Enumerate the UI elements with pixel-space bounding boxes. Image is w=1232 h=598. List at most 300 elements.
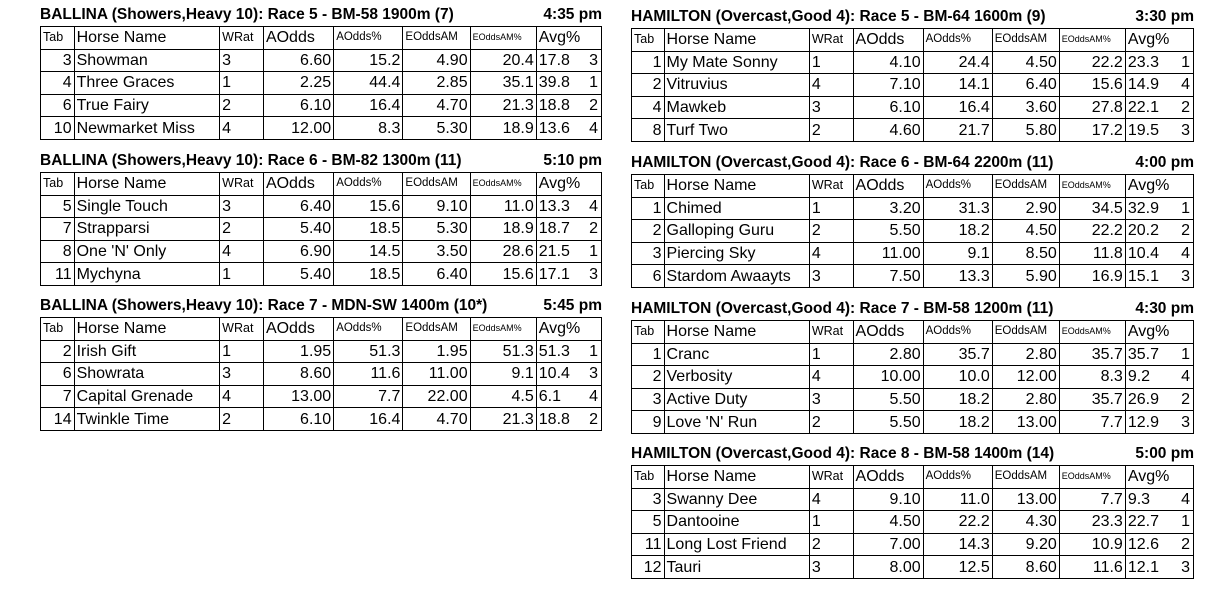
eodds-am-value: 5.30 [403,218,470,241]
header-eodds-am: EOddsAM [992,29,1059,52]
wrat-value: 4 [220,385,264,408]
aodds-value: 3.20 [853,197,923,220]
eodds-am-value: 4.50 [992,51,1059,74]
table-row [41,117,602,140]
horse-name: Piercing Sky [664,242,809,265]
rank-value: 3 [1171,119,1193,142]
avg-pct-value: 14.9 [1125,74,1171,97]
wrat-value: 2 [809,533,853,556]
tab-number: 2 [632,220,665,243]
wrat-value: 3 [809,556,853,579]
header-eodds-am-pct: EOddsAM% [1059,466,1125,489]
tab-number: 1 [632,197,665,220]
header-eodds-am: EOddsAM [403,27,470,50]
header-eodds-am: EOddsAM [403,173,470,196]
tab-number: 14 [41,408,75,431]
horse-name: Three Graces [74,72,220,95]
race-time: 5:00 pm [1135,445,1194,462]
rank-value: 2 [581,408,601,431]
rank-value: 1 [1171,197,1193,220]
horse-name: Newmarket Miss [74,117,220,140]
race-title: HAMILTON (Overcast,Good 4): Race 5 - BM-64 1600m (9) [631,8,1046,25]
eodds-am-value: 4.50 [992,220,1059,243]
eodds-am-pct-value: 18.9 [470,117,536,140]
avg-pct-value: 12.9 [1125,411,1171,434]
wrat-value: 2 [809,220,853,243]
header-aodds-pct: AOdds% [923,466,992,489]
eodds-am-pct-value: 34.5 [1059,197,1125,220]
horse-name: My Mate Sonny [664,51,809,74]
horse-name: Showrata [74,363,220,386]
race-title: BALLINA (Showers,Heavy 10): Race 5 - BM-58 1900m (7) [40,6,454,23]
aodds-value: 7.00 [853,533,923,556]
wrat-value: 1 [220,340,264,363]
aodds-pct-value: 35.7 [923,343,992,366]
rank-value: 3 [1171,411,1193,434]
aodds-value: 5.50 [853,411,923,434]
race-title: HAMILTON (Overcast,Good 4): Race 7 - BM-58 1200m (11) [631,300,1054,317]
header-row [41,318,602,341]
horse-name: One 'N' Only [74,240,220,263]
horse-name: Tauri [664,556,809,579]
table-row [632,556,1194,579]
horse-name: Single Touch [74,195,220,218]
race-header [40,4,602,26]
header-eodds-am-pct: EOddsAM% [1059,321,1125,344]
header-eodds-am: EOddsAM [403,318,470,341]
rank-value: 3 [1171,556,1193,579]
horse-name: Twinkle Time [74,408,220,431]
eodds-am-value: 13.00 [992,488,1059,511]
race-title: BALLINA (Showers,Heavy 10): Race 6 - BM-82 1300m (11) [40,152,462,169]
avg-pct-value: 32.9 [1125,197,1171,220]
aodds-value: 12.00 [263,117,333,140]
header-eodds-am-pct: EOddsAM% [470,318,536,341]
header-tab: Tab [41,27,75,50]
rank-value: 3 [581,363,601,386]
header-row [632,175,1194,198]
header-wrat: WRat [809,466,853,489]
wrat-value: 4 [809,242,853,265]
header-aodds-pct: AOdds% [334,27,403,50]
race-title: HAMILTON (Overcast,Good 4): Race 6 - BM-64 2200m (11) [631,154,1054,171]
aodds-value: 10.00 [853,366,923,389]
avg-pct-value: 15.1 [1125,265,1171,288]
header-eodds-am-pct: EOddsAM% [1059,29,1125,52]
avg-pct-value: 26.9 [1125,388,1171,411]
race-header [40,150,602,172]
tab-number: 6 [41,363,75,386]
header-avg-pct: Avg% [1125,321,1193,344]
race-title: HAMILTON (Overcast,Good 4): Race 8 - BM-58 1400m (14) [631,445,1055,462]
aodds-pct-value: 15.2 [334,49,403,72]
aodds-pct-value: 11.0 [923,488,992,511]
header-wrat: WRat [809,29,853,52]
wrat-value: 2 [220,408,264,431]
header-aodds-pct: AOdds% [334,173,403,196]
aodds-value: 6.90 [263,240,333,263]
avg-pct-value: 17.1 [536,263,581,286]
horse-name: Long Lost Friend [664,533,809,556]
wrat-value: 2 [220,94,264,117]
header-row [632,321,1194,344]
avg-pct-value: 18.8 [536,408,581,431]
eodds-am-pct-value: 51.3 [470,340,536,363]
tab-number: 3 [632,388,665,411]
wrat-value: 2 [220,218,264,241]
horse-name: Turf Two [664,119,809,142]
table-row [632,74,1194,97]
rank-value: 3 [1171,265,1193,288]
race-block [40,295,602,431]
header-avg-pct: Avg% [1125,29,1193,52]
eodds-am-pct-value: 21.3 [470,408,536,431]
aodds-pct-value: 18.2 [923,220,992,243]
avg-pct-value: 35.7 [1125,343,1171,366]
header-wrat: WRat [809,321,853,344]
avg-pct-value: 17.8 [536,49,581,72]
tab-number: 8 [41,240,75,263]
eodds-am-pct-value: 22.2 [1059,220,1125,243]
race-title: BALLINA (Showers,Heavy 10): Race 7 - MDN-SW 1400m (10*) [40,297,488,314]
aodds-pct-value: 18.5 [334,218,403,241]
wrat-value: 3 [220,363,264,386]
tab-number: 2 [41,340,75,363]
tab-number: 7 [41,385,75,408]
horse-name: Mychyna [74,263,220,286]
header-aodds-pct: AOdds% [334,318,403,341]
horse-name: Irish Gift [74,340,220,363]
tab-number: 3 [41,49,75,72]
eodds-am-value: 6.40 [403,263,470,286]
wrat-value: 2 [809,119,853,142]
race-header [631,6,1194,28]
rank-value: 4 [1171,242,1193,265]
aodds-pct-value: 24.4 [923,51,992,74]
header-horse-name: Horse Name [74,173,220,196]
eodds-am-value: 4.30 [992,511,1059,534]
header-avg-pct: Avg% [536,173,601,196]
tab-number: 1 [632,51,665,74]
eodds-am-pct-value: 35.7 [1059,388,1125,411]
race-block [631,298,1194,434]
avg-pct-value: 9.2 [1125,366,1171,389]
wrat-value: 4 [809,366,853,389]
race-table [40,26,602,140]
header-eodds-am-pct: EOddsAM% [470,27,536,50]
wrat-value: 1 [809,197,853,220]
eodds-am-value: 5.30 [403,117,470,140]
aodds-pct-value: 10.0 [923,366,992,389]
aodds-pct-value: 13.3 [923,265,992,288]
header-wrat: WRat [220,173,264,196]
aodds-value: 6.10 [263,408,333,431]
race-time: 5:10 pm [543,152,602,169]
eodds-am-pct-value: 28.6 [470,240,536,263]
wrat-value: 4 [809,488,853,511]
aodds-pct-value: 31.3 [923,197,992,220]
rank-value: 4 [1171,74,1193,97]
eodds-am-value: 11.00 [403,363,470,386]
header-aodds-pct: AOdds% [923,29,992,52]
rank-value: 1 [581,240,601,263]
horse-name: Cranc [664,343,809,366]
eodds-am-pct-value: 9.1 [470,363,536,386]
tab-number: 9 [632,411,665,434]
race-table [40,317,602,431]
header-row [41,27,602,50]
eodds-am-value: 8.60 [992,556,1059,579]
race-header [631,152,1194,174]
wrat-value: 1 [220,263,264,286]
avg-pct-value: 6.1 [536,385,581,408]
aodds-pct-value: 8.3 [334,117,403,140]
race-table [40,172,602,286]
aodds-pct-value: 44.4 [334,72,403,95]
tab-number: 10 [41,117,75,140]
eodds-am-pct-value: 27.8 [1059,96,1125,119]
rank-value: 2 [581,218,601,241]
tab-number: 4 [632,96,665,119]
eodds-am-pct-value: 17.2 [1059,119,1125,142]
horse-name: Active Duty [664,388,809,411]
tab-number: 11 [41,263,75,286]
tab-number: 5 [41,195,75,218]
header-row [41,173,602,196]
race-table [631,320,1194,434]
tab-number: 3 [632,488,665,511]
race-table [631,174,1194,288]
eodds-am-pct-value: 23.3 [1059,511,1125,534]
race-time: 4:30 pm [1135,300,1194,317]
aodds-pct-value: 51.3 [334,340,403,363]
aodds-value: 6.10 [853,96,923,119]
eodds-am-value: 12.00 [992,366,1059,389]
header-wrat: WRat [220,318,264,341]
header-tab: Tab [632,29,665,52]
table-row [632,366,1194,389]
table-row [41,408,602,431]
aodds-pct-value: 14.1 [923,74,992,97]
aodds-pct-value: 16.4 [334,408,403,431]
rank-value: 4 [581,195,601,218]
wrat-value: 3 [809,388,853,411]
eodds-am-value: 2.80 [992,388,1059,411]
horse-name: Showman [74,49,220,72]
header-horse-name: Horse Name [664,29,809,52]
rank-value: 1 [1171,511,1193,534]
header-tab: Tab [632,175,665,198]
header-aodds-pct: AOdds% [923,321,992,344]
eodds-am-value: 4.90 [403,49,470,72]
tab-number: 3 [632,242,665,265]
horse-name: Dantooine [664,511,809,534]
wrat-value: 3 [220,49,264,72]
rank-value: 4 [581,385,601,408]
aodds-pct-value: 18.2 [923,411,992,434]
horse-name: Love 'N' Run [664,411,809,434]
table-row [632,119,1194,142]
aodds-value: 4.60 [853,119,923,142]
tab-number: 12 [632,556,665,579]
eodds-am-value: 13.00 [992,411,1059,434]
wrat-value: 3 [809,96,853,119]
avg-pct-value: 39.8 [536,72,581,95]
table-row [632,96,1194,119]
table-row [41,218,602,241]
aodds-pct-value: 21.7 [923,119,992,142]
rank-value: 4 [581,117,601,140]
aodds-pct-value: 14.3 [923,533,992,556]
avg-pct-value: 20.2 [1125,220,1171,243]
aodds-value: 7.10 [853,74,923,97]
aodds-value: 5.40 [263,263,333,286]
rank-value: 1 [1171,51,1193,74]
aodds-value: 6.60 [263,49,333,72]
header-tab: Tab [41,173,75,196]
avg-pct-value: 12.6 [1125,533,1171,556]
rank-value: 4 [1171,488,1193,511]
rank-value: 1 [581,72,601,95]
wrat-value: 2 [809,411,853,434]
eodds-am-value: 2.80 [992,343,1059,366]
wrat-value: 4 [220,240,264,263]
header-horse-name: Horse Name [74,27,220,50]
eodds-am-pct-value: 20.4 [470,49,536,72]
eodds-am-pct-value: 7.7 [1059,488,1125,511]
wrat-value: 4 [809,74,853,97]
aodds-pct-value: 18.2 [923,388,992,411]
avg-pct-value: 10.4 [1125,242,1171,265]
aodds-pct-value: 11.6 [334,363,403,386]
header-aodds-pct: AOdds% [923,175,992,198]
table-row [632,411,1194,434]
horse-name: Galloping Guru [664,220,809,243]
wrat-value: 1 [809,511,853,534]
eodds-am-pct-value: 11.8 [1059,242,1125,265]
table-row [41,94,602,117]
eodds-am-value: 8.50 [992,242,1059,265]
table-row [632,265,1194,288]
header-tab: Tab [632,466,665,489]
eodds-am-pct-value: 22.2 [1059,51,1125,74]
header-tab: Tab [41,318,75,341]
eodds-am-value: 22.00 [403,385,470,408]
race-header [631,298,1194,320]
table-row [41,385,602,408]
eodds-am-value: 3.60 [992,96,1059,119]
header-aodds: AOdds [263,27,333,50]
eodds-am-pct-value: 15.6 [1059,74,1125,97]
avg-pct-value: 10.4 [536,363,581,386]
race-time: 4:00 pm [1135,154,1194,171]
header-eodds-am: EOddsAM [992,466,1059,489]
header-wrat: WRat [220,27,264,50]
eodds-am-pct-value: 4.5 [470,385,536,408]
tab-number: 8 [632,119,665,142]
eodds-am-pct-value: 35.1 [470,72,536,95]
header-tab: Tab [632,321,665,344]
eodds-am-value: 9.10 [403,195,470,218]
wrat-value: 1 [809,51,853,74]
table-row [632,51,1194,74]
horse-name: True Fairy [74,94,220,117]
aodds-pct-value: 9.1 [923,242,992,265]
table-row [41,363,602,386]
aodds-pct-value: 16.4 [923,96,992,119]
race-header [631,443,1194,465]
aodds-value: 7.50 [853,265,923,288]
tab-number: 5 [632,511,665,534]
avg-pct-value: 22.1 [1125,96,1171,119]
tab-number: 7 [41,218,75,241]
rank-value: 1 [581,340,601,363]
eodds-am-pct-value: 15.6 [470,263,536,286]
table-row [632,388,1194,411]
rank-value: 2 [581,94,601,117]
tab-number: 6 [632,265,665,288]
rank-value: 2 [1171,220,1193,243]
header-avg-pct: Avg% [1125,175,1193,198]
header-horse-name: Horse Name [664,321,809,344]
eodds-am-value: 4.70 [403,408,470,431]
header-eodds-am: EOddsAM [992,321,1059,344]
wrat-value: 1 [220,72,264,95]
avg-pct-value: 22.7 [1125,511,1171,534]
eodds-am-pct-value: 7.7 [1059,411,1125,434]
race-block [631,152,1194,288]
avg-pct-value: 18.8 [536,94,581,117]
table-row [632,197,1194,220]
aodds-value: 2.25 [263,72,333,95]
horse-name: Swanny Dee [664,488,809,511]
rank-value: 2 [1171,388,1193,411]
race-time: 5:45 pm [543,297,602,314]
table-row [632,533,1194,556]
avg-pct-value: 18.7 [536,218,581,241]
horse-name: Capital Grenade [74,385,220,408]
rank-value: 1 [1171,343,1193,366]
rank-value: 3 [581,49,601,72]
avg-pct-value: 21.5 [536,240,581,263]
header-row [632,466,1194,489]
aodds-value: 13.00 [263,385,333,408]
table-row [41,72,602,95]
header-horse-name: Horse Name [664,175,809,198]
avg-pct-value: 9.3 [1125,488,1171,511]
header-aodds: AOdds [853,29,923,52]
aodds-pct-value: 15.6 [334,195,403,218]
horse-name: Verbosity [664,366,809,389]
eodds-am-value: 4.70 [403,94,470,117]
aodds-value: 4.50 [853,511,923,534]
eodds-am-value: 5.80 [992,119,1059,142]
avg-pct-value: 13.6 [536,117,581,140]
header-horse-name: Horse Name [74,318,220,341]
header-aodds: AOdds [263,173,333,196]
header-horse-name: Horse Name [664,466,809,489]
wrat-value: 1 [809,343,853,366]
tab-number: 2 [632,366,665,389]
rank-value: 4 [1171,366,1193,389]
eodds-am-value: 6.40 [992,74,1059,97]
horse-name: Chimed [664,197,809,220]
eodds-am-pct-value: 21.3 [470,94,536,117]
eodds-am-value: 1.95 [403,340,470,363]
header-avg-pct: Avg% [1125,466,1193,489]
eodds-am-pct-value: 8.3 [1059,366,1125,389]
aodds-value: 9.10 [853,488,923,511]
